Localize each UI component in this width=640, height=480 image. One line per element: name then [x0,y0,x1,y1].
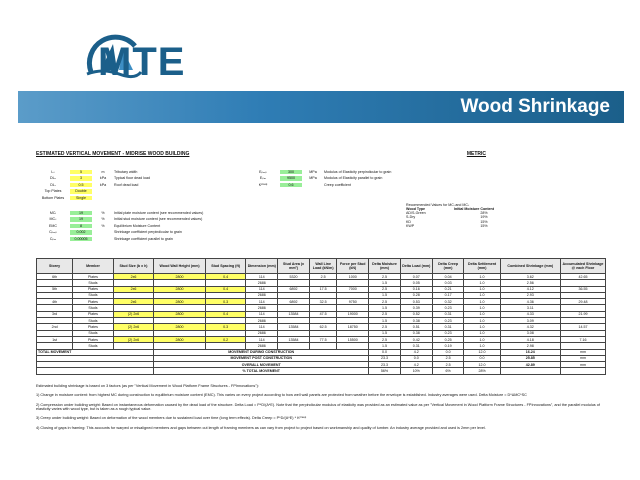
totals-value: 2.5 [432,362,464,368]
table-cell: Plates [73,324,114,330]
table-cell: 2686 [246,330,278,336]
table-cell: Studs [73,292,114,298]
table-cell: 19000 [337,311,369,317]
column-header: Stud Spacing (ft) [205,259,246,274]
table-cell: Studs [73,330,114,336]
table-cell: 1.5 [369,280,401,286]
recommended-values [406,203,514,228]
table-cell: 2.5 [309,274,336,280]
param-unit: MPa [309,169,317,174]
recommended-cell: KWP [406,223,415,228]
total-label-cell [37,368,154,374]
table-cell: 32.5 [309,299,336,305]
note-paragraph: 2) Compression under building weight: Based on instantaneous deformation caused by the dead load of the structure. Delta Load = P*D/(A*E). Note that the perpindicular modulus of elasticity was provided as an estimated value as per "Vertical Movement in Wood Platform Frame Structures - FPInnovations", and the parallel modulus of elasticity varies with wood type, but is taken as a rough typical value. [36,402,600,412]
param-symbol: Kᶜʳᵉᵉᵖ [258,182,268,187]
table-cell: 4.33 [500,311,560,317]
table-cell: 0.21 [432,286,464,292]
table-cell: 1.0 [464,343,500,349]
param-value: 0.00005 [70,237,92,241]
param-symbol: Eₚₐᵣ [259,176,267,181]
totals-value: 42.89 [500,362,560,368]
totals-value: 0.0 [400,355,432,361]
param-desc: Initial stud moisture content (see recommended values) [114,217,203,222]
totals-value: mm [560,355,605,361]
table-cell: 36.55 [560,286,605,292]
table-cell: 13584 [278,336,310,342]
totals-value: 0.0 [432,349,464,355]
totals-value: 12.0 [464,362,500,368]
table-cell: 2.56 [500,280,560,286]
table-cell: 4.32 [500,324,560,330]
param-value: 19 [70,211,92,215]
table-cell: 14.57 [560,324,605,330]
param-desc: Tributary width [114,169,138,174]
table-cell: 1.0 [464,280,500,286]
table-cell: 0.23 [432,318,464,324]
param-value: 0.6 [280,183,302,187]
column-header: Stud Area (x mm²) [278,259,310,274]
param-value: 0.002 [70,230,92,234]
totals-value: 23.3 [369,362,401,368]
param-row [36,230,182,236]
table-cell: 2nd [37,324,73,330]
column-header: Delta Load (mm) [400,259,432,274]
table-header-row [37,259,606,274]
table-cell: 1.0 [464,305,500,311]
column-header: Delta Creep (mm) [432,259,464,274]
table-cell: 0.04 [432,274,464,280]
sheet-title: ESTIMATED VERTICAL MOVEMENT - MIDRISE WOOD BUILDING [36,151,190,157]
table-cell: 0.31 [400,343,432,349]
table-cell: 9750 [337,299,369,305]
param-value: 9500 [280,176,302,180]
param-value: 19 [70,217,92,221]
param-value: 8 [70,224,92,228]
param-row [36,195,114,201]
param-desc: Roof dead load [114,182,139,187]
table-cell: 114 [246,311,278,317]
table-cell: 114 [246,286,278,292]
table-cell: 17.5 [309,286,336,292]
param-value: 0.5 [70,183,92,187]
table-cell: 2686 [246,280,278,286]
table-cell: 18750 [337,324,369,330]
table-cell: 21.99 [560,311,605,317]
param-row [36,182,138,188]
param-value: Double [70,189,92,193]
table-cell: 0.4 [205,311,246,317]
param-desc: Modulus of Elasticity parallel to grain [324,176,383,181]
table-cell: 2x6 [113,286,154,292]
recommended-cell: 15% [480,223,488,228]
table-cell: Plates [73,274,114,280]
param-symbol: Top Plates [44,189,62,194]
totals-label: % TOTAL MOVEMENT [154,368,369,374]
column-header: Wood Wall Height (mm) [154,259,206,274]
column-header: Member [73,259,114,274]
totals-value: 4.2 [400,349,432,355]
param-value: 3 [70,176,92,180]
table-cell: 0.38 [400,330,432,336]
table-cell: 4.12 [500,286,560,292]
table-cell: 2686 [246,318,278,324]
param-desc: Shrinkage coefficient parallel to grain [114,236,173,241]
table-cell: 2800 [154,311,206,317]
table-cell: 3.09 [500,318,560,324]
totals-value: mm [560,349,605,355]
table-cell: 3.08 [500,330,560,336]
table-cell: 77.5 [309,336,336,342]
param-unit: % [101,210,105,215]
param-unit: kPa [99,182,107,187]
totals-value: 10% [400,368,432,374]
table-cell: 2.93 [500,292,560,298]
table-cell: 7.16 [560,336,605,342]
table-cell: 0.28 [400,292,432,298]
param-symbol: Bottom Plates [41,195,65,200]
table-cell: 114 [246,274,278,280]
total-label-cell: TOTAL MOVEMENT [37,349,154,355]
recommended-title: Recommended Values for MCᵢ and MCₛ [406,203,470,207]
table-cell: 1.5 [369,292,401,298]
param-row [36,223,160,229]
table-cell: 0.31 [432,311,464,317]
totals-value: 2.5 [432,355,464,361]
notes-block [36,384,606,435]
table-cell: Studs [73,305,114,311]
note-paragraph: 3) Creep under building weight: Based on deformation of the wood members due to sustained load over time (long term effects). Delta Creep = P*D/(A*E) * Kᶜʳᵉᵉᵖ [36,416,307,421]
table-cell: 2.5 [369,286,401,292]
table-cell: 5320 [278,274,310,280]
param-desc: Equilibrium Moisture Content [114,223,161,228]
table-cell: 6892 [278,286,310,292]
param-unit: m [101,169,105,174]
table-cell: 0.23 [432,330,464,336]
param-unit: kPa [99,176,107,181]
table-cell: 0.17 [432,292,464,298]
table-cell: 0.16 [400,286,432,292]
param-desc: Shrinkage coefficient perpindicular to grain [114,230,182,235]
table-cell: 42.65 [560,274,605,280]
table-cell: 2800 [154,336,206,342]
recommended-cell: 28% [480,211,488,216]
table-cell: 4.36 [500,299,560,305]
table-cell: 2686 [246,292,278,298]
totals-value: mm [560,362,605,368]
note-paragraph: 4) Closing of gaps in framing: This accounts for warped or misaligned members and gaps between cut length of framing members as can vary from project to project based on workmanship and quality of lumber. An industry average provided and used is 2mm per level. [36,425,486,430]
totals-row [37,368,606,374]
table-cell: 0.4 [205,286,246,292]
note-paragraph: 1) Change in moisture content: from highest MC during construction to equilibrium moisture content (EMC). This varies on every project according to how well wall panels are protected from weather before the envelope is established. Industry averages were used. Delta Moisture = D*ΔMC*SC [36,393,527,398]
table-cell: (2) 2x6 [113,311,154,317]
param-row [36,189,114,195]
table-cell: 7000 [337,286,369,292]
totals-value: 6% [432,368,464,374]
param-symbol: DLᵤ [50,176,56,181]
recommended-row [406,224,514,228]
table-cell: 0.05 [400,280,432,286]
param-unit: % [101,223,105,228]
column-header: Combined Shrinkage (mm) [500,259,560,274]
column-header: Dimension (mm) [246,259,278,274]
param-desc: Initial plate moisture content (see recommended values) [114,210,204,215]
table-cell: 0.51 [400,324,432,330]
table-cell: Plates [73,286,114,292]
table-cell: 2x6 [113,274,154,280]
param-value: 5 [70,170,92,174]
table-cell: Plates [73,299,114,305]
table-cell: 15500 [337,336,369,342]
table-cell: 13584 [278,324,310,330]
table-cell: 1.5 [369,305,401,311]
table-cell: 0.32 [432,299,464,305]
table-cell: 3rd [37,311,73,317]
table-cell: 2800 [154,324,206,330]
param-symbol: Cₚₑᵣₚ [49,230,57,235]
table-cell: 0.19 [432,343,464,349]
param-value: Single [70,196,92,200]
table-cell: 6th [37,274,73,280]
totals-value: 23.3 [369,355,401,361]
param-symbol: Cₚₐᵣ [49,236,57,241]
table-cell: 0.07 [400,274,432,280]
table-cell: 0.42 [400,336,432,342]
table-cell: 0.38 [400,318,432,324]
table-cell: 1.0 [464,286,500,292]
table-cell: 0.53 [400,299,432,305]
column-header: Accumulated Shrinkage @ each Floor [560,259,605,274]
table-cell: 0.2 [205,336,246,342]
table-cell: (2) 2x6 [113,324,154,330]
table-cell: 1.0 [464,324,500,330]
table-cell: 2.5 [369,324,401,330]
column-header: Force per Stud (kN) [337,259,369,274]
param-symbol: MCₛ [49,217,57,222]
table-cell: 2.5 [369,311,401,317]
param-row [246,176,382,182]
table-cell: 2800 [154,274,206,280]
table-cell: 114 [246,324,278,330]
table-cell: 0.39 [400,305,432,311]
table-cell: 2800 [154,286,206,292]
param-row [36,176,150,182]
table-cell: 3.11 [500,305,560,311]
table-cell: 0.23 [432,305,464,311]
param-symbol: DLᵣ [50,182,56,187]
table-cell: 1.5 [369,318,401,324]
totals-value [500,368,560,374]
param-desc: Creep coefficient [324,182,351,187]
param-row [36,169,137,175]
param-desc: Typical floor dead load [114,176,150,181]
param-unit: MPa [309,176,317,181]
param-symbol: Lₛ [51,169,55,174]
table-cell: 2.5 [369,274,401,280]
table-cell: 114 [246,299,278,305]
table-cell: 1.0 [464,311,500,317]
recommended-cell: S-Dry [406,215,416,220]
table-cell: Plates [73,336,114,342]
note-paragraph: Estimated building shrinkage is based on 3 factors (as per "Vertical Movement in Wood Platform Frame Structures - FPInnovations"): [36,384,259,388]
column-header: Wall Line Load (kN/m) [309,259,336,274]
table-cell: 6892 [278,299,310,305]
param-symbol: EMC [49,223,57,228]
table-cell: 4th [37,299,73,305]
sheet-header [36,152,606,158]
column-header: Storey [37,259,73,274]
table-cell: 0.3 [205,299,246,305]
table-cell: 114 [246,336,278,342]
table-cell: 4.18 [500,336,560,342]
param-unit: % [101,217,105,222]
recommended-cell: 15% [480,219,488,224]
table-cell: 1.0 [464,330,500,336]
table-cell: Studs [73,343,114,349]
table-cell: 13584 [278,311,310,317]
param-row [36,236,173,242]
table-cell: 1.0 [464,318,500,324]
totals-value: 4.2 [400,362,432,368]
recommended-cell: KD [406,219,411,224]
totals-value: 28% [464,368,500,374]
table-cell: Plates [73,311,114,317]
param-row [246,182,351,188]
table-cell: 2x6 [113,299,154,305]
logo-text: MTE [98,40,186,84]
sheet-units: METRIC [466,151,486,157]
param-row [36,210,203,216]
table-cell: 29.48 [560,299,605,305]
recommended-cell: 19% [480,215,488,220]
table-cell: 0.3 [205,324,246,330]
title-banner [18,91,624,123]
column-header: Delta Moisture (mm) [369,259,401,274]
table-cell: 2.5 [369,336,401,342]
totals-value: 25.85 [500,355,560,361]
table-cell: 62.5 [309,324,336,330]
movement-table [36,258,606,375]
param-row [246,169,391,175]
totals-label: OVERALL MOVEMENT [154,362,369,368]
slide-title: Wood Shrinkage [460,96,610,117]
spreadsheet-image [36,151,606,430]
table-cell: 2.5 [369,299,401,305]
table-cell: 2686 [246,305,278,311]
param-symbol: Eₚₑᵣₚ [259,169,267,174]
table-cell: 1.5 [369,343,401,349]
totals-value: 0.0 [369,349,401,355]
table-cell: 1st [37,336,73,342]
table-cell: 1.0 [464,336,500,342]
totals-label: MOVEMENT DURING CONSTRUCTION [154,349,369,355]
param-value: 300 [280,170,302,174]
table-cell: Studs [73,280,114,286]
table-cell: (2) 2x6 [113,336,154,342]
table-cell: 0.52 [400,311,432,317]
table-cell: 0.25 [432,336,464,342]
recommended-cell: AD/S-Green [406,211,426,216]
table-cell: 2686 [246,343,278,349]
totals-value: 16.24 [500,349,560,355]
recommended-header-cell: Wood Type [406,207,426,212]
table-cell: 0.4 [205,274,246,280]
table-cell: Studs [73,318,114,324]
totals-value: 12.0 [464,349,500,355]
table-cell: 1.0 [464,299,500,305]
totals-value [560,368,605,374]
table-cell: 1.5 [369,330,401,336]
param-symbol: MCᵢ [49,210,57,215]
table-cell: 5th [37,286,73,292]
table-cell: 3.62 [500,274,560,280]
table-cell: 0.03 [432,280,464,286]
recommended-header-cell: Initial Moisture Content [454,207,494,212]
table-cell: 2.98 [500,343,560,349]
totals-value: 56% [369,368,401,374]
table-cell: 2800 [154,299,206,305]
table-cell: 47.5 [309,311,336,317]
column-header: Stud Size (b x h) [113,259,154,274]
param-desc: Modulus of Elasticity perpindicular to grain [324,169,392,174]
table-cell: 1.0 [464,274,500,280]
totals-label: MOVEMENT POST CONSTRUCTION [154,355,369,361]
param-row [36,217,202,223]
table-cell: 1000 [337,274,369,280]
table-cell: 1.0 [464,292,500,298]
table-cell: 0.31 [432,324,464,330]
column-header: Delta Settlement (mm) [464,259,500,274]
totals-value: 0.0 [464,355,500,361]
